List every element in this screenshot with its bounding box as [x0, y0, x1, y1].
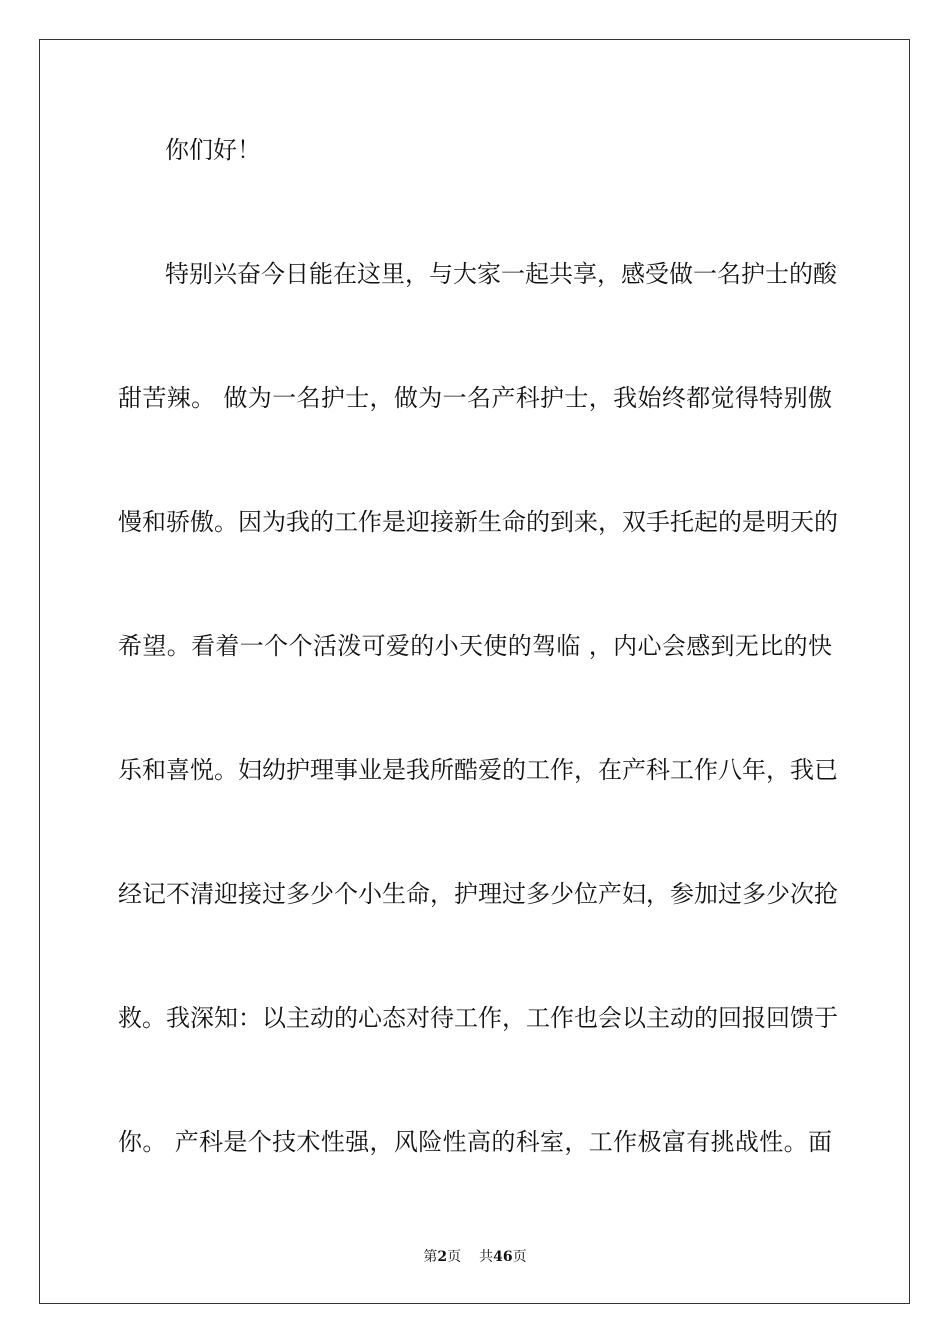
total-unit: 页 — [512, 1249, 527, 1265]
paragraph-line: 救。我深知：以主动的心态对待工作，工作也会以主动的回报回馈于 — [118, 1004, 838, 1032]
paragraph-line: 希望。看着一个个活泼可爱的小天使的驾临 ，内心会感到无比的快 — [118, 632, 832, 660]
paragraph-line: 乐和喜悦。妇幼护理事业是我所酷爱的工作，在产科工作八年，我已 — [118, 756, 838, 784]
paragraph-line: 特别兴奋今日能在这里，与大家一起共享，感受做一名护士的酸 — [165, 260, 837, 288]
page-border — [39, 39, 910, 1304]
page-unit: 页 — [447, 1249, 462, 1265]
paragraph-line: 经记不清迎接过多少个小生命，护理过多少位产妇，参加过多少次抢 — [118, 880, 838, 908]
paragraph-line: 甜苦辣。 做为一名护士，做为一名产科护士，我始终都觉得特别傲 — [118, 384, 832, 412]
page-prefix: 第 — [423, 1249, 438, 1265]
greeting-line: 你们好！ — [165, 136, 261, 164]
total-prefix: 共 — [479, 1249, 494, 1265]
current-page-number: 2 — [437, 1249, 448, 1265]
paragraph-line: 慢和骄傲。因为我的工作是迎接新生命的到来，双手托起的是明天的 — [118, 508, 838, 536]
paragraph-line: 你。 产科是个技术性强，风险性高的科室，工作极富有挑战性。面 — [118, 1128, 832, 1156]
page-footer — [0, 1248, 950, 1266]
total-page-number: 46 — [493, 1249, 513, 1265]
